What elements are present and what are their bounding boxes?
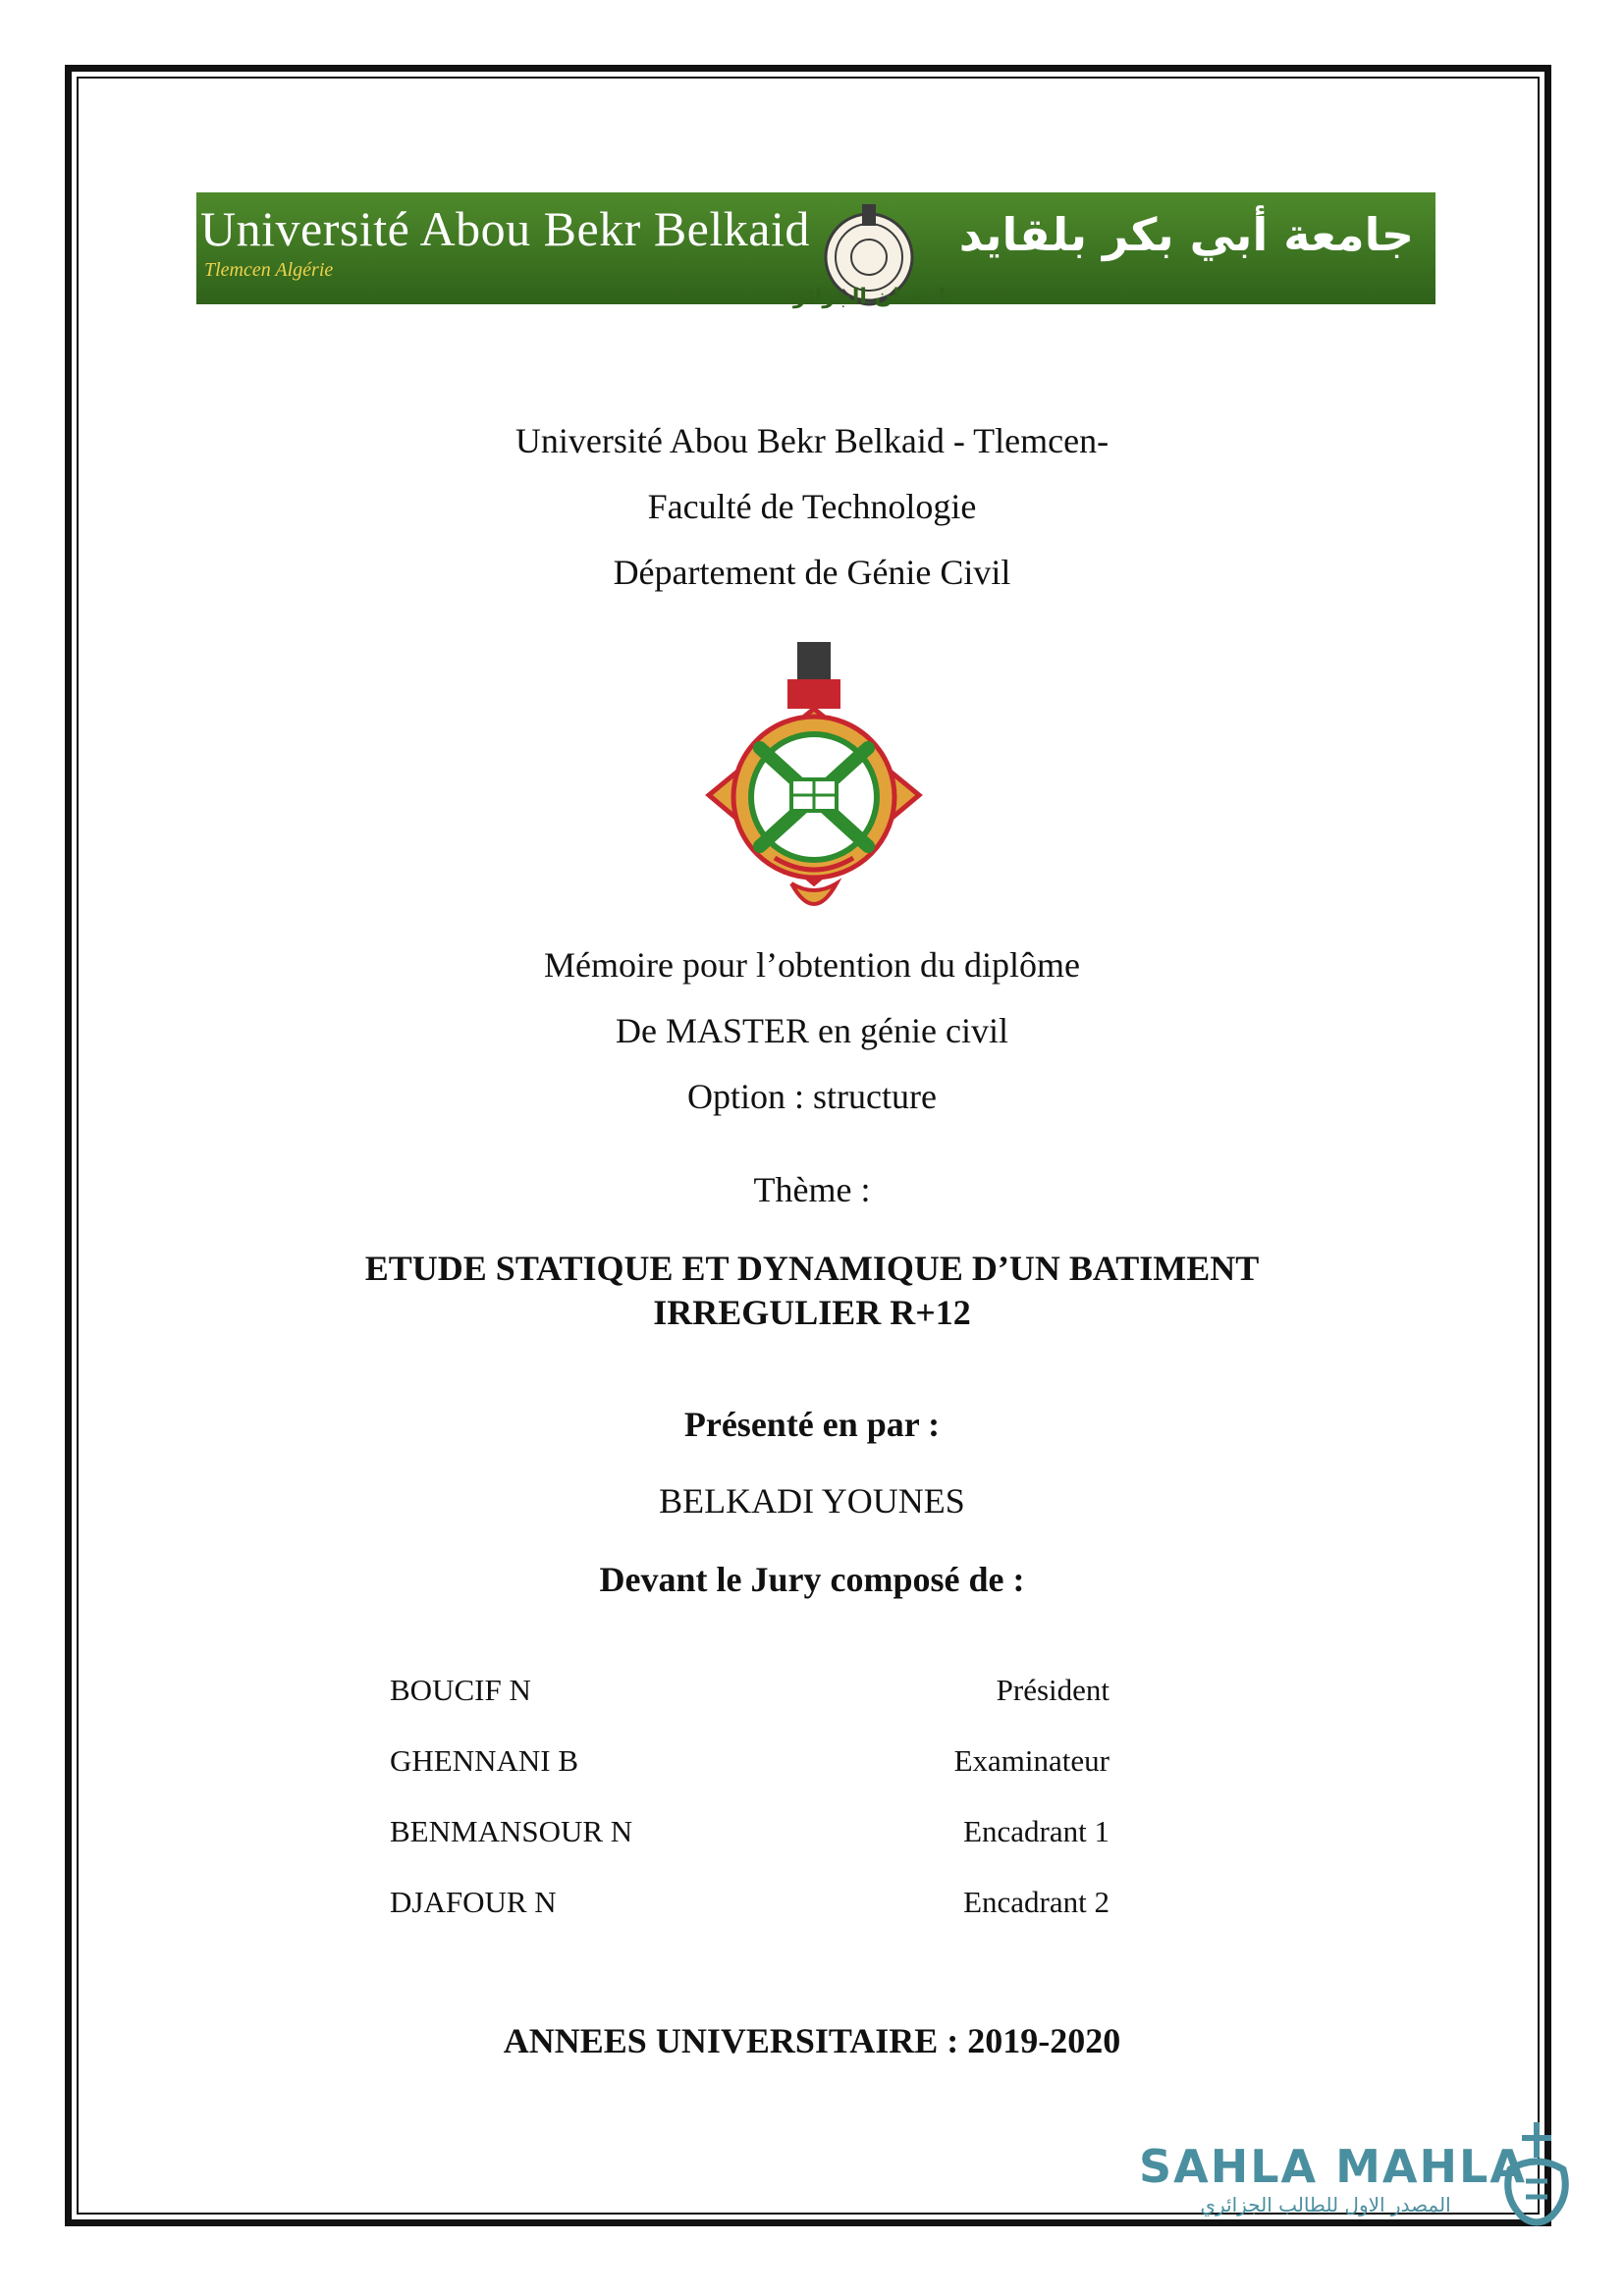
faculty-name: Faculté de Technologie bbox=[647, 487, 977, 526]
banner-latin-name: Université Abou Bekr Belkaid bbox=[200, 201, 810, 256]
degree-line-1: Mémoire pour l’obtention du diplôme bbox=[544, 945, 1080, 985]
thesis-title-line-2: IRREGULIER R+12 bbox=[653, 1293, 971, 1332]
academic-year: ANNEES UNIVERSITAIRE : 2019-2020 bbox=[503, 2021, 1121, 2060]
university-name: Université Abou Bekr Belkaid - Tlemcen- bbox=[514, 421, 1110, 460]
jury-member-role: Encadrant 1 bbox=[963, 1814, 1110, 1848]
jury-member-name: DJAFOUR N bbox=[390, 1885, 557, 1919]
jury-label: Devant le Jury composé de : bbox=[599, 1560, 1025, 1599]
jury-member-role: Président bbox=[996, 1673, 1110, 1707]
jury-row bbox=[0, 1743, 1624, 1783]
jury-member-name: GHENNANI B bbox=[390, 1743, 579, 1778]
jury-member-name: BOUCIF N bbox=[390, 1673, 531, 1707]
presenter-name: BELKADI YOUNES bbox=[659, 1481, 965, 1521]
jury-member-name: BENMANSOUR N bbox=[390, 1814, 633, 1848]
degree-line-2: De MASTER en génie civil bbox=[616, 1011, 1008, 1050]
jury-row bbox=[0, 1885, 1624, 1924]
jury-row bbox=[0, 1814, 1624, 1853]
banner-arabic-subtitle: تلمسان الجزائر bbox=[793, 285, 954, 309]
jury-row bbox=[0, 1673, 1624, 1712]
university-emblem-icon bbox=[681, 640, 947, 917]
jury-member-role: Encadrant 2 bbox=[963, 1885, 1110, 1919]
watermark-logo-text: SAHLA MAHLA bbox=[1139, 2140, 1527, 2193]
degree-option: Option : structure bbox=[687, 1077, 937, 1116]
jury-member-role: Examinateur bbox=[953, 1743, 1110, 1778]
banner-city: Tlemcen Algérie bbox=[204, 259, 334, 281]
banner-arabic-name: جامعة أبي بكر بلقايد bbox=[958, 208, 1414, 261]
watermark-subtitle: المصدر الاول للطالب الجزائري bbox=[1200, 2193, 1451, 2216]
theme-label: Thème : bbox=[753, 1170, 871, 1209]
watermark-calligraphy-icon bbox=[1492, 2118, 1581, 2236]
department-name: Département de Génie Civil bbox=[613, 553, 1011, 592]
thesis-title-line-1: ETUDE STATIQUE ET DYNAMIQUE D’UN BATIMENT bbox=[364, 1249, 1260, 1288]
presenter-label: Présenté en par : bbox=[683, 1405, 941, 1444]
